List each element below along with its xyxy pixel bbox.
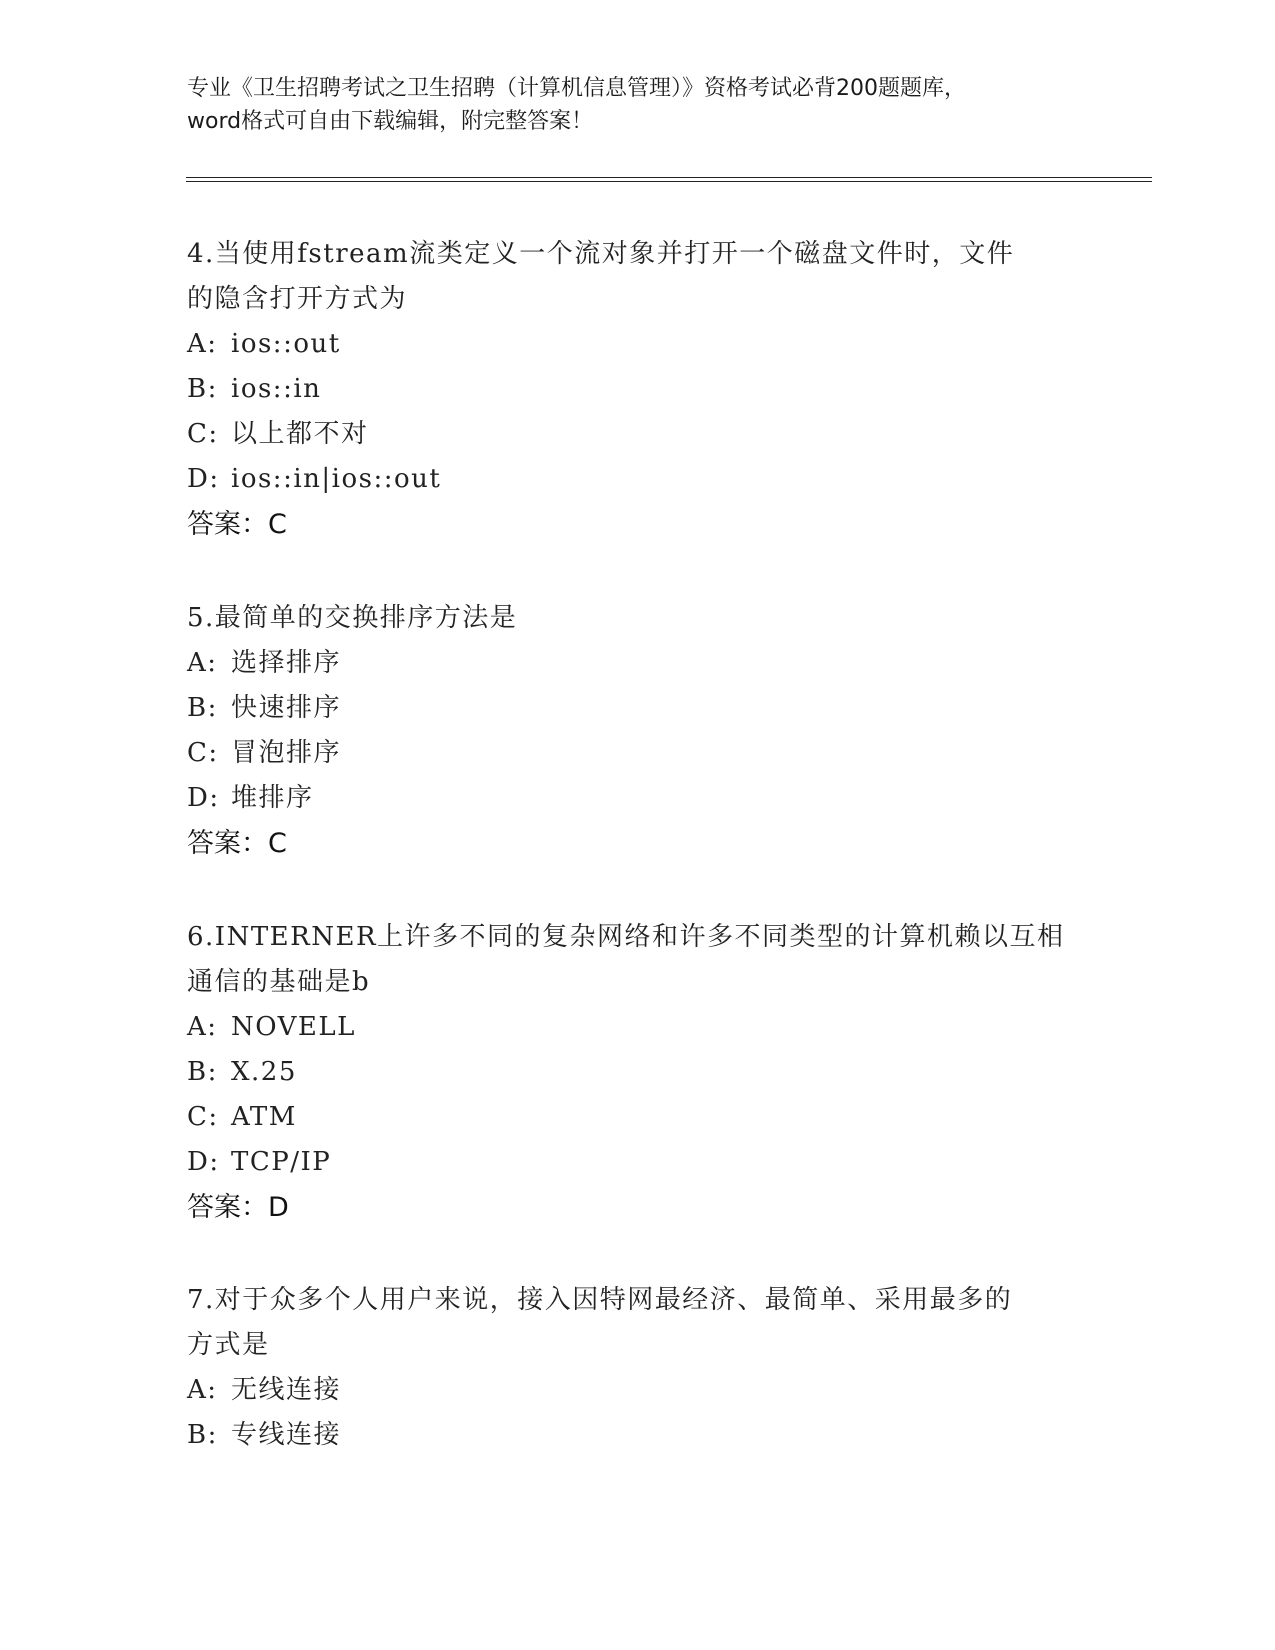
option-b — [187, 1050, 1067, 1095]
option-letter: A: — [187, 648, 218, 678]
option-letter: D: — [187, 783, 220, 813]
option-text: ios::in|ios::out — [231, 464, 442, 494]
option-letter: B: — [187, 693, 218, 723]
option-letter: C: — [187, 1102, 219, 1132]
header-divider-bottom — [186, 181, 1152, 182]
question-7 — [187, 1278, 1067, 1458]
question-5 — [187, 596, 1067, 866]
question-4 — [187, 232, 1067, 547]
option-text: 快速排序 — [231, 693, 342, 723]
option-letter: C: — [187, 419, 219, 449]
question-stem-line: 的隐含打开方式为 — [187, 284, 408, 314]
question-stem-line: 4.当使用fstream流类定义一个流对象并打开一个磁盘文件时，文件 — [187, 239, 1015, 269]
option-text: NOVELL — [231, 1012, 356, 1042]
option-c — [187, 412, 1067, 457]
option-text: ATM — [231, 1102, 297, 1132]
option-a — [187, 641, 1067, 686]
document-header — [187, 72, 1087, 138]
option-letter: B: — [187, 374, 218, 404]
option-d — [187, 776, 1067, 821]
option-b — [187, 367, 1067, 412]
option-letter: C: — [187, 738, 219, 768]
option-a — [187, 1368, 1067, 1413]
option-text: ios::out — [231, 329, 341, 359]
option-text: ios::in — [231, 374, 322, 404]
option-letter: B: — [187, 1057, 218, 1087]
question-stem-line: 6.INTERNER上许多不同的复杂网络和许多不同类型的计算机赖以互相 — [187, 922, 1065, 952]
option-a — [187, 322, 1067, 367]
option-letter: A: — [187, 1012, 218, 1042]
option-d — [187, 1140, 1067, 1185]
option-d — [187, 457, 1067, 502]
option-b — [187, 1413, 1067, 1458]
header-title-line-1: 专业《卫生招聘考试之卫生招聘（计算机信息管理）》资格考试必背200题题库， — [187, 76, 966, 101]
option-letter: B: — [187, 1420, 218, 1450]
option-letter: D: — [187, 464, 220, 494]
option-text: 无线连接 — [231, 1375, 342, 1405]
option-text: 专线连接 — [231, 1420, 342, 1450]
option-text: TCP/IP — [231, 1147, 332, 1177]
option-b — [187, 686, 1067, 731]
header-title-line-2: word格式可自由下载编辑，附完整答案！ — [187, 109, 594, 134]
option-text: 堆排序 — [231, 783, 314, 813]
option-text: X.25 — [231, 1057, 297, 1087]
question-stem-line: 方式是 — [187, 1330, 270, 1360]
option-text: 选择排序 — [231, 648, 342, 678]
answer-line: 答案：C — [187, 828, 287, 859]
option-c — [187, 1095, 1067, 1140]
question-stem-line: 5.最简单的交换排序方法是 — [187, 603, 518, 633]
question-stem-line: 通信的基础是b — [187, 967, 371, 997]
question-6 — [187, 915, 1067, 1230]
answer-line: 答案：C — [187, 509, 287, 540]
answer-line: 答案：D — [187, 1192, 289, 1223]
option-c — [187, 731, 1067, 776]
option-letter: A: — [187, 1375, 218, 1405]
option-a — [187, 1005, 1067, 1050]
question-stem-line: 7.对于众多个人用户来说，接入因特网最经济、最简单、采用最多的 — [187, 1285, 1013, 1315]
option-text: 冒泡排序 — [231, 738, 342, 768]
option-letter: D: — [187, 1147, 220, 1177]
option-letter: A: — [187, 329, 218, 359]
header-divider-top — [186, 177, 1152, 178]
option-text: 以上都不对 — [231, 419, 369, 449]
